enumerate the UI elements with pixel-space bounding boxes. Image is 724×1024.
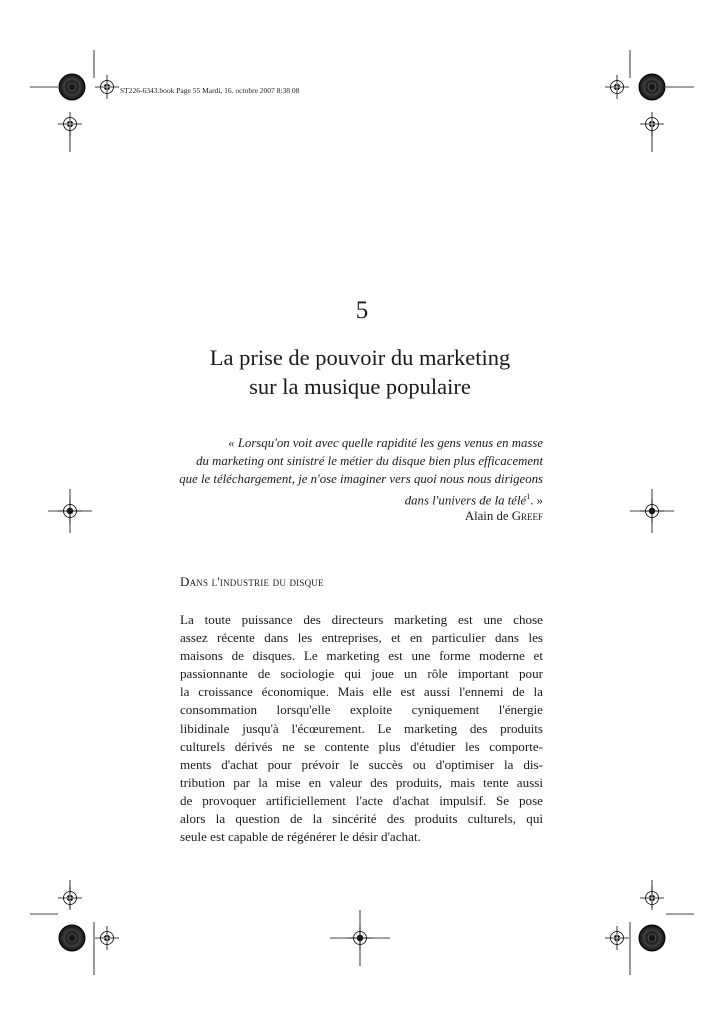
epigraph xyxy=(150,434,543,509)
author-first: Alain de xyxy=(464,509,512,523)
body-line: passionnante de sociologie qui joue un rôle important pour xyxy=(180,666,543,682)
epigraph-line: que le téléchargement, je n'ose imaginer vers quoi nous nous dirigeons xyxy=(179,472,543,486)
epigraph-line: du marketing ont sinistré le métier du disque bien plus efficacement xyxy=(196,454,543,468)
slug-line: ST226-6343.book Page 55 Mardi, 16. octobre 2007 8:38 08 xyxy=(120,86,300,95)
epigraph-line: « Lorsqu'on voit avec quelle rapidité les gens venus en masse xyxy=(228,436,543,450)
footnote-ref[interactable]: 1 xyxy=(526,492,531,501)
body-line: ments d'achat pour prévoir le succès ou d'optimiser la dis- xyxy=(180,756,543,772)
body-line: consommation lorsqu'elle exploite cyniquement l'énergie xyxy=(180,702,543,718)
body-line: La toute puissance des directeurs marketing est une chose xyxy=(180,612,543,627)
chapter-title xyxy=(170,343,550,401)
body-line: libidinale jusqu'à l'écœurement. Le marketing des produits xyxy=(180,720,543,736)
body-line: de provoquer artificiellement l'acte d'achat impulsif. Se pose xyxy=(180,792,543,808)
chapter-title-line: La prise de pouvoir du marketing xyxy=(209,345,511,370)
epigraph-attribution xyxy=(465,509,543,524)
body-line: la croissance économique. Mais elle est aussi l'ennemi de la xyxy=(180,684,543,700)
chapter-title-line: sur la musique populaire xyxy=(249,374,471,399)
body-line: seule est capable de régénérer le désir d'achat. xyxy=(180,829,421,845)
section-heading: Dans l'industrie du disque xyxy=(180,574,324,589)
epigraph-line xyxy=(150,488,543,509)
body-line: maisons de disques. Le marketing est une forme moderne et xyxy=(180,648,543,664)
body-line: alors la question de la sincérité des produits culturels, qui xyxy=(180,811,543,827)
body-line: tribution par la mise en valeur des produits, mais tente aussi xyxy=(180,774,543,790)
epigraph-last-text: dans l'univers de la télé xyxy=(404,493,527,508)
body-paragraph xyxy=(180,611,543,846)
epigraph-closing: . » xyxy=(530,493,543,508)
body-line: assez récente dans les entreprises, et en particulier dans les xyxy=(180,630,543,646)
chapter-number: 5 xyxy=(355,297,369,324)
author-last: Greef xyxy=(511,509,543,523)
body-line: culturels dérivés ne se contente plus d'étudier les comporte- xyxy=(180,738,543,754)
